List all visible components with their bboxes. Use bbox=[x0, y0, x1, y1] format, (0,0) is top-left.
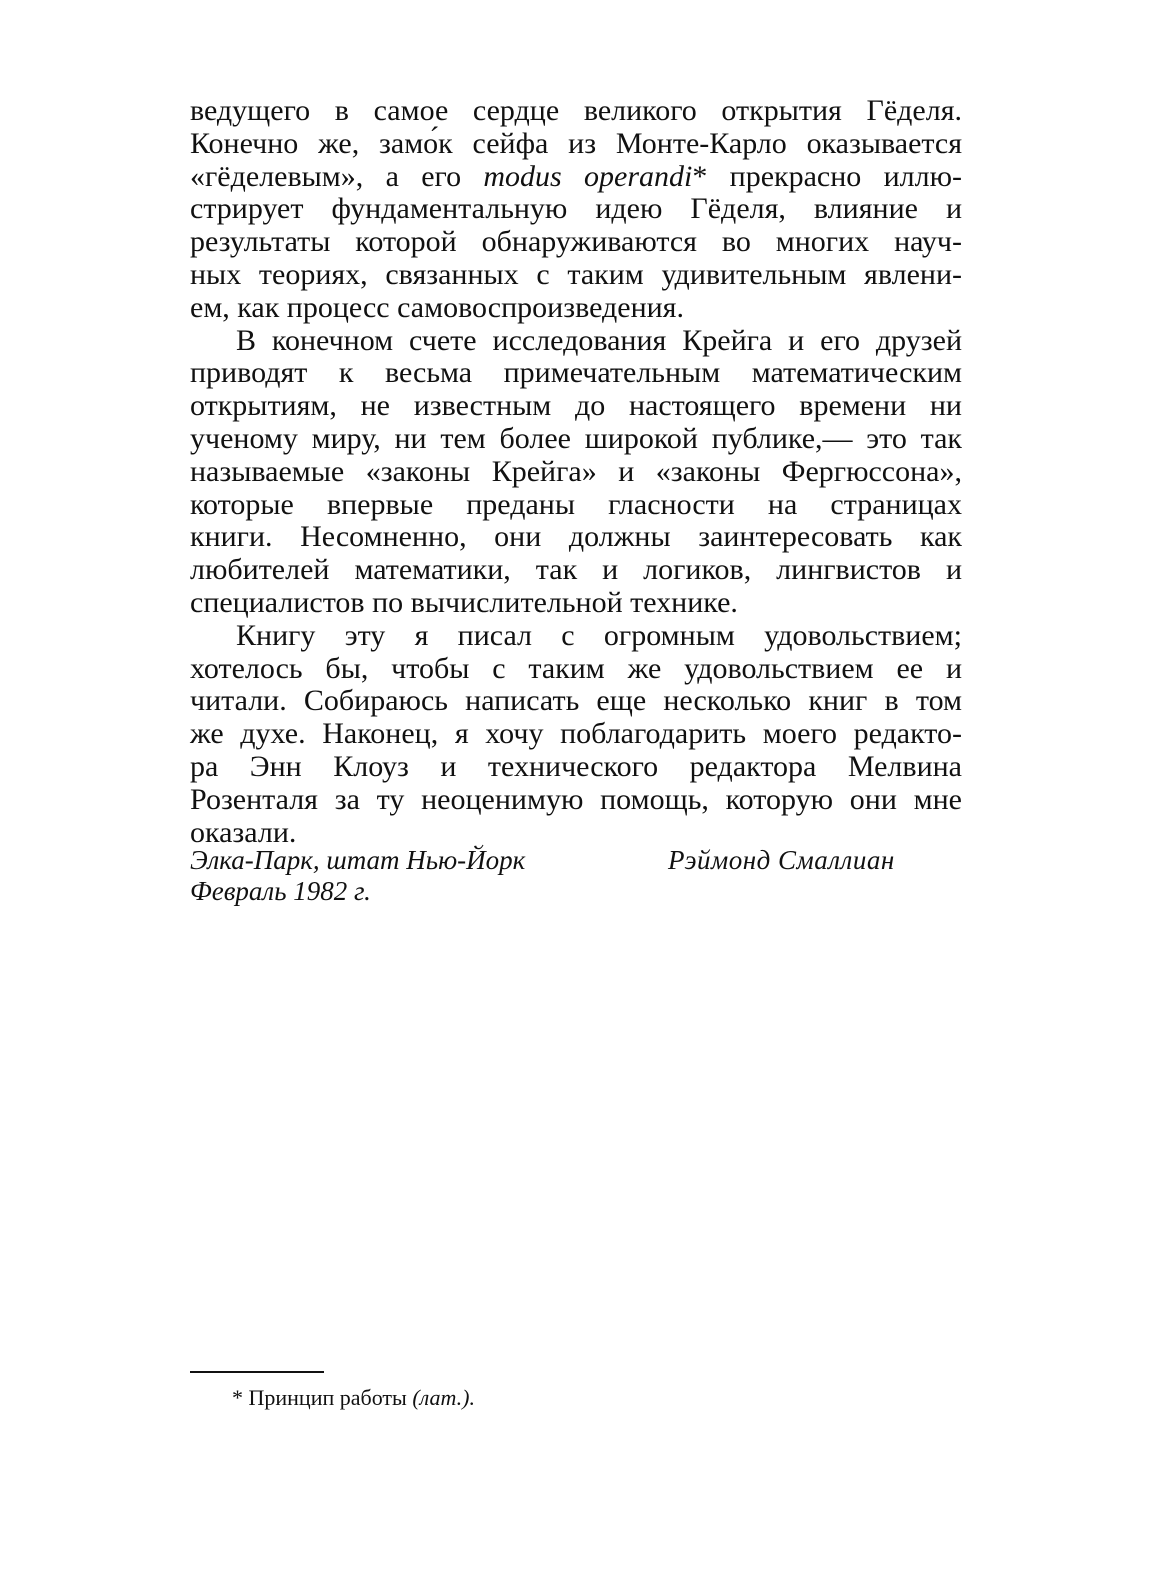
preface-body bbox=[190, 95, 962, 849]
text-line: Конечно же, замо́к сейфа из Монте-Карло оказывается bbox=[190, 126, 962, 160]
signature-author: Рэймонд Смаллиан bbox=[668, 845, 895, 875]
footnote-language-note: (лат.). bbox=[412, 1385, 475, 1410]
text-line: которые впервые преданы гласности на страницах bbox=[190, 487, 962, 521]
text-line: читали. Собираюсь написать еще несколько книг в том bbox=[190, 684, 962, 718]
text-line: результаты которой обнаруживаются во многих науч- bbox=[190, 225, 962, 259]
text-line: ных теориях, связанных с таким удивительным явлени- bbox=[190, 257, 962, 291]
paragraph-3 bbox=[190, 620, 962, 850]
text-line: ученому миру, ни тем более широкой публике,— это так bbox=[190, 421, 962, 455]
text-line: называемые «законы Крейга» и «законы Фергюссона», bbox=[190, 454, 962, 488]
text-fragment: «гёделевым», а его bbox=[190, 159, 484, 193]
footnote-marker: * bbox=[232, 1385, 243, 1410]
text-line bbox=[190, 161, 962, 194]
footnote bbox=[232, 1385, 475, 1411]
text-line: В конечном счете исследования Крейга и его друзей bbox=[236, 323, 962, 357]
text-line: ра Энн Клоуз и технического редактора Мелвина bbox=[190, 749, 962, 783]
text-line: хотелось бы, чтобы с таким же удовольствием ее и bbox=[190, 651, 962, 685]
text-line: книги. Несомненно, они должны заинтересовать как bbox=[190, 520, 962, 554]
text-line: ведущего в самое сердце великого открытия Гёделя. bbox=[190, 94, 962, 127]
text-line: специалистов по вычислительной технике. bbox=[190, 585, 738, 619]
text-line: ем, как процесс самовоспроизведения. bbox=[190, 290, 684, 324]
paragraph-1 bbox=[190, 95, 962, 325]
text-line: любителей математики, так и логиков, лингвистов и bbox=[190, 553, 962, 587]
text-line: открытиям, не известным до настоящего времени ни bbox=[190, 389, 962, 423]
text-fragment: * прекрасно иллю- bbox=[692, 159, 962, 193]
signature-date: Февраль 1982 г. bbox=[190, 876, 371, 906]
signature-place: Элка-Парк, штат Нью-Йорк bbox=[190, 845, 526, 875]
text-line: же духе. Наконец, я хочу поблагодарить моего редакто- bbox=[190, 717, 962, 751]
footnote-text: Принцип работы bbox=[248, 1385, 407, 1410]
text-line: Книгу эту я писал с огромным удовольствием; bbox=[236, 618, 962, 652]
footnote-divider bbox=[190, 1371, 324, 1373]
text-line: оказали. bbox=[190, 815, 297, 849]
text-line: стрирует фундаментальную идею Гёделя, влияние и bbox=[190, 192, 962, 226]
text-line: Розенталя за ту неоценимую помощь, которую они мне bbox=[190, 782, 962, 816]
latin-phrase: modus operandi bbox=[483, 159, 693, 193]
text-line: приводят к весьма примечательным математическим bbox=[190, 356, 962, 390]
paragraph-2 bbox=[190, 325, 962, 620]
